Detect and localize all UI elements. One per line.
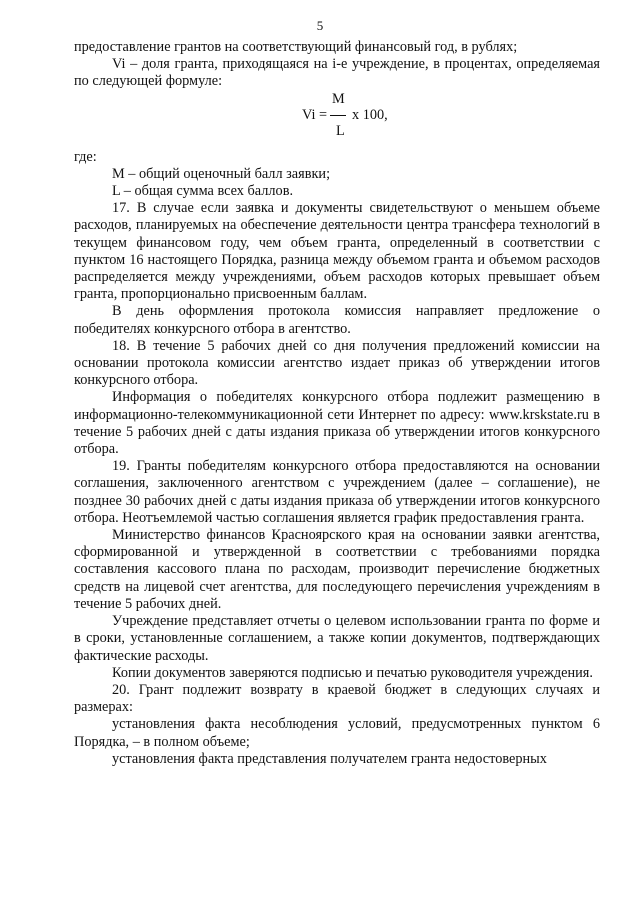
paragraph-list [74,149,600,768]
formula-denominator: L [336,122,345,139]
formula-lhs: Vi = [302,106,328,123]
paragraph: Учреждение представляет отчеты о целевом использовании гранта по форме и в сроки, установленные соглашением, а также копии документов, подтверждающих фактические расходы. [74,613,600,664]
paragraph: 17. В случае если заявка и документы свидетельствуют о меньшем объеме расходов, планируемых на обеспечение деятельности центра трансфера технологий в текущем финансовом году, чем объем гранта, определенный в соответствии с пунктом 16 настоящего Порядка, разница между объемом гранта и объемом расходов распределяется между учреждениями, объем расходов которых превышает объем гранта, пропорционально присвоенным баллам. [74,200,600,303]
paragraph: Vi – доля гранта, приходящаяся на i-е учреждение, в процентах, определяемая по следующей формуле: [74,56,600,90]
paragraph: установления факта несоблюдения условий, предусмотренных пунктом 6 Порядка, – в полном объеме; [74,716,600,750]
formula [74,91,600,145]
page-number: 5 [316,18,324,33]
formula-rhs: x 100, [352,106,388,123]
paragraph: где: [74,148,97,165]
fraction-bar [330,115,346,116]
paragraph: 20. Грант подлежит возврату в краевой бюджет в следующих случаях и размерах: [74,681,600,716]
paragraph: M – общий оценочный балл заявки; [112,165,331,182]
document-body [74,39,600,768]
paragraph: 18. В течение 5 рабочих дней со дня получения предложений комиссии на основании протокола комиссии агентство издает приказ об утверждении итогов конкурсного отбора. [74,337,600,389]
paragraph: Министерство финансов Красноярского края на основании заявки агентства, сформированной и утвержденной в соответствии с требованиями порядка составления кассового плана по расходам, производит перечисление бюджетных средств на лицевой счет агентства, для последующего перечисления учреждениям в течение 5 рабочих дней. [74,527,600,612]
paragraph: предоставление грантов на соответствующий финансовый год, в рублях; [74,39,518,55]
paragraph: L – общая сумма всех баллов. [112,183,294,200]
paragraph: Информация о победителях конкурсного отбора подлежит размещению в информационно-телекоммуникационной сети Интернет по адресу: www.krskstate.ru в течение 5 рабочих дней с даты издания приказа об утверждении итогов конкурсного отбора. [74,389,600,458]
paragraph: Копии документов заверяются подписью и печатью руководителя учреждения. [112,664,593,681]
paragraph: 19. Гранты победителям конкурсного отбора предоставляются на основании соглашения, заключенного агентством с учреждением (далее – соглашение), не позднее 30 рабочих дней с даты издания приказа об утверждении итогов конкурсного отбора. Неотъемлемой частью соглашения является график предоставления гранта. [74,458,600,526]
paragraph: В день оформления протокола комиссия направляет предложение о победителях конкурсного отбора в агентство. [74,303,600,337]
paragraph: установления факта представления получателем гранта недостоверных [112,750,547,767]
formula-numerator: M [332,90,345,107]
